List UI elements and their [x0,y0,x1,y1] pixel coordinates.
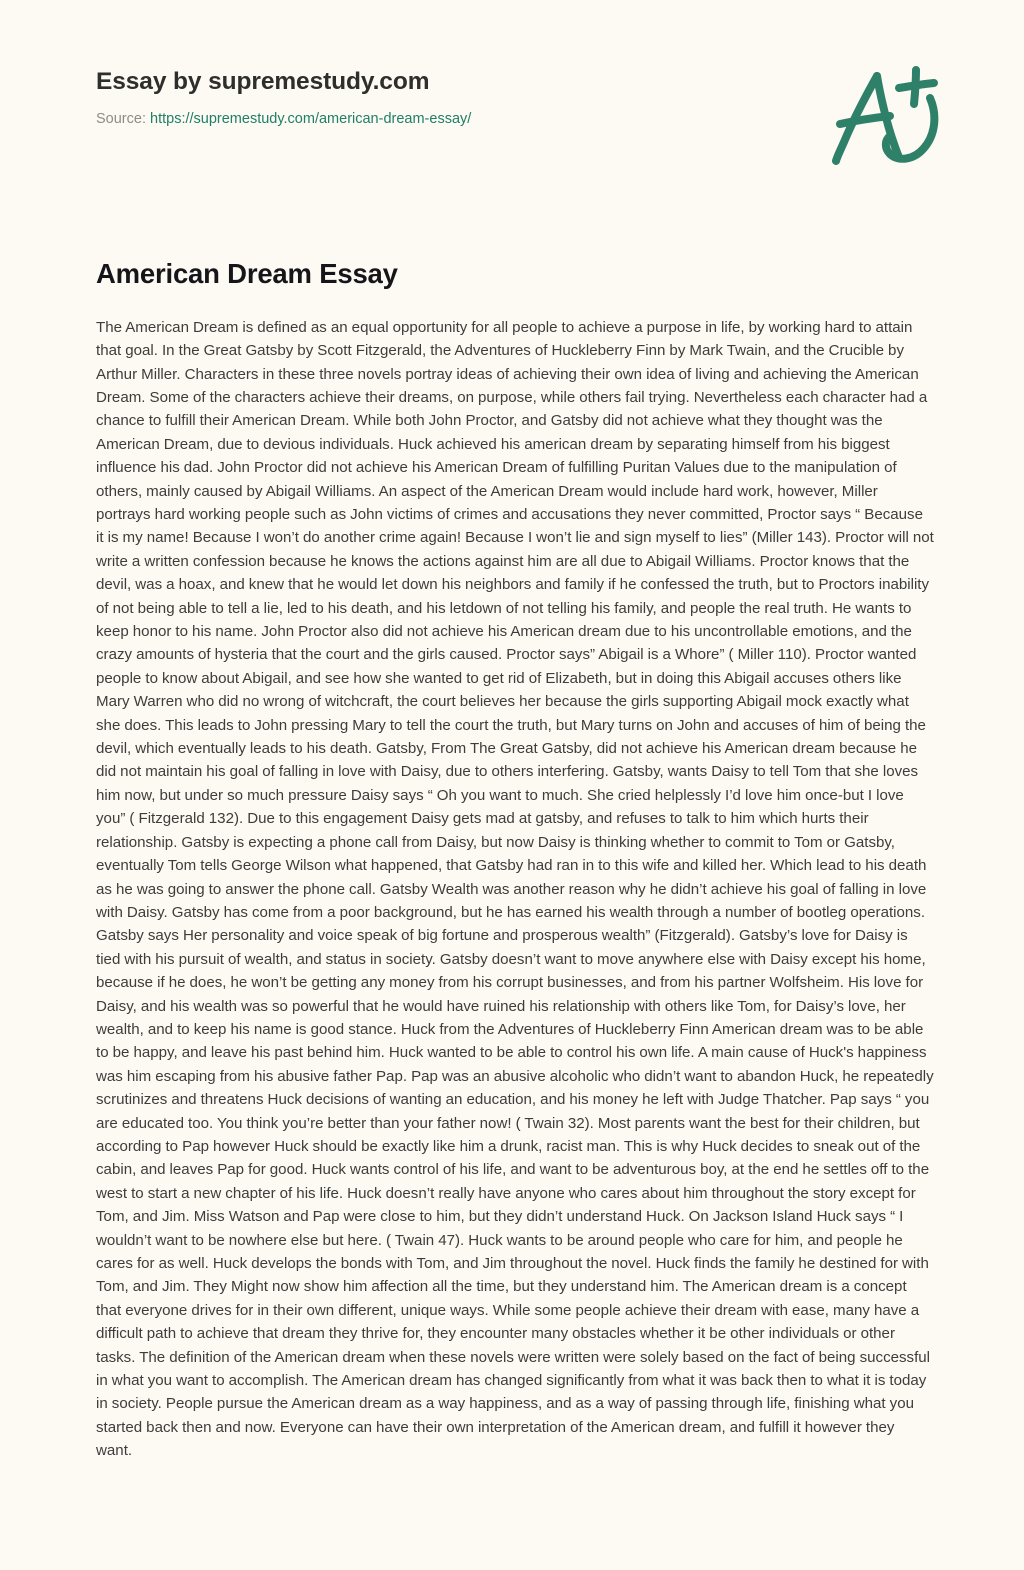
source-url-link[interactable]: https://supremestudy.com/american-dream-essay/ [150,110,472,127]
a-plus-logo-icon [816,62,948,174]
page-header [0,0,1024,129]
site-title: Essay by supremestudy.com [96,68,430,95]
source-label: Source: [96,110,146,127]
page-title: American Dream Essay [96,257,398,289]
essay-body-text: The American Dream is defined as an equal opportunity for all people to achieve a purpose in life, by working hard to attain that goal. In the Great Gatsby by Scott Fitzgerald, the Adventures of Huckleberry Finn by Mark Twain, and the Crucible by Arthur Miller. Characters in these three novels portray ideas of achieving their own idea of living and achieving the American Dream. Some of the characters achieve their dreams, on purpose, while others fail trying. Nevertheless each character had a chance to fulfill their American Dream. While both John Proctor, and Gatsby did not achieve what they thought was the American Dream, due to devious individuals. Huck achieved his american dream by separating himself from his biggest influence his dad. John Proctor did not achieve his American Dream of fulfilling Puritan Values due to the manipulation of others, mainly caused by Abigail Williams. An aspect of the American Dream would include hard work, however, Miller portrays hard working people such as John victims of crimes and accusations they never committed, Proctor says “ Because it is my name! Because I won’t do another crime again! Because I won’t lie and sign myself to lies” (Miller 143). Proctor will not write a written confession because he knows the actions against him are all due to Abigail Williams. Proctor knows that the devil, was a hoax, and knew that he would let down his neighbors and family if he confessed the truth, but to Proctors inability of not being able to tell a lie, led to his death, and his letdown of not telling his family, and people the real truth. He wants to keep honor to his name. John Proctor also did not achieve his American dream due to his uncontrollable emotions, and the crazy amounts of hysteria that the court and the girls caused. Proctor says” Abigail is a Whore” ( Miller 110). Proctor wanted people to know about Abigail, and see how she wanted to get rid of Elizabeth, but in doing this Abigail accuses others like Mary Warren who did no wrong of witchcraft, the court believes her because the girls supporting Abigail mock exactly what she does. This leads to John pressing Mary to tell the court the truth, but Mary turns on John and accuses of him of being the devil, which eventually leads to his death. Gatsby, From The Great Gatsby, did not achieve his American dream because he did not maintain his goal of falling in love with Daisy, due to others interfering. Gatsby, wants Daisy to tell Tom that she loves him now, but under so much pressure Daisy says “ Oh you want to much. She cried helplessly I’d love him once-but I love you” ( Fitzgerald 132). Due to this engagement Daisy gets mad at gatsby, and refuses to talk to him which hurts their relationship. Gatsby is expecting a phone call from Daisy, but now Daisy is thinking whether to commit to Tom or Gatsby, eventually Tom tells George Wilson what happened, that Gatsby had ran in to this wife and killed her. Which lead to his death as he was going to answer the phone call. Gatsby Wealth was another reason why he didn’t achieve his goal of falling in love with Daisy. Gatsby has come from a poor background, but he has earned his wealth through a number of bootleg operations. Gatsby says Her personality and voice speak of big fortune and prosperous wealth” (Fitzgerald). Gatsby’s love for Daisy is tied with his pursuit of wealth, and status in society. Gatsby doesn’t want to move anywhere else with Daisy except his home, because if he does, he won’t be getting any money from his corrupt businesses, and from his partner Wolfsheim. His love for Daisy, and his wealth was so powerful that he would have ruined his relationship with others like Tom, for Daisy’s love, her wealth, and to keep his name is good stance. Huck from the Adventures of Huckleberry Finn American dream was to be able to be happy, and leave his past behind him. Huck wanted to be able to control his own life. A main cause of Huck's happiness was him escaping from his abusive father Pap. Pap was an abusive alcoholic who didn’t want to abandon Huck, he repeatedly scrutinizes and threatens Huck decisions of wanting an education, and his money he left with Judge Thatcher. Pap says “ you are educated too. You think you’re better than your father now! ( Twain 32). Most parents want the best for their children, but according to Pap however Huck should be exactly like him a drunk, racist man. This is why Huck decides to sneak out of the cabin, and leaves Pap for good. Huck wants control of his life, and want to be adventurous boy, at the end he settles off to the west to start a new chapter of his life. Huck doesn’t really have anyone who cares about him throughout the story except for Tom, and Jim. Miss Watson and Pap were close to him, but they didn’t understand Huck. On Jackson Island Huck says “ I wouldn’t want to be nowhere else but here. ( Twain 47). Huck wants to be around people who care for him, and people he cares for as well. Huck develops the bonds with Tom, and Jim throughout the novel. Huck finds the family he destined for with Tom, and Jim. They Might now show him affection all the time, but they understand him. The American dream is a concept that everyone drives for in their own different, unique ways. While some people achieve their dream with ease, many have a difficult path to achieve that dream they thrive for, they encounter many obstacles whether it be other individuals or other tasks. The definition of the American dream when these novels were written were solely based on the fact of being successful in what you want to accomplish. The American dream has changed significantly from what it was back then to what it is today in society. People pursue the American dream as a way happiness, and as a way of passing through life, finishing what you started back then and now. Everyone can have their own interpretation of the American dream, and fulfill it however they want. [96,318,934,1460]
document-container [0,129,1024,1503]
